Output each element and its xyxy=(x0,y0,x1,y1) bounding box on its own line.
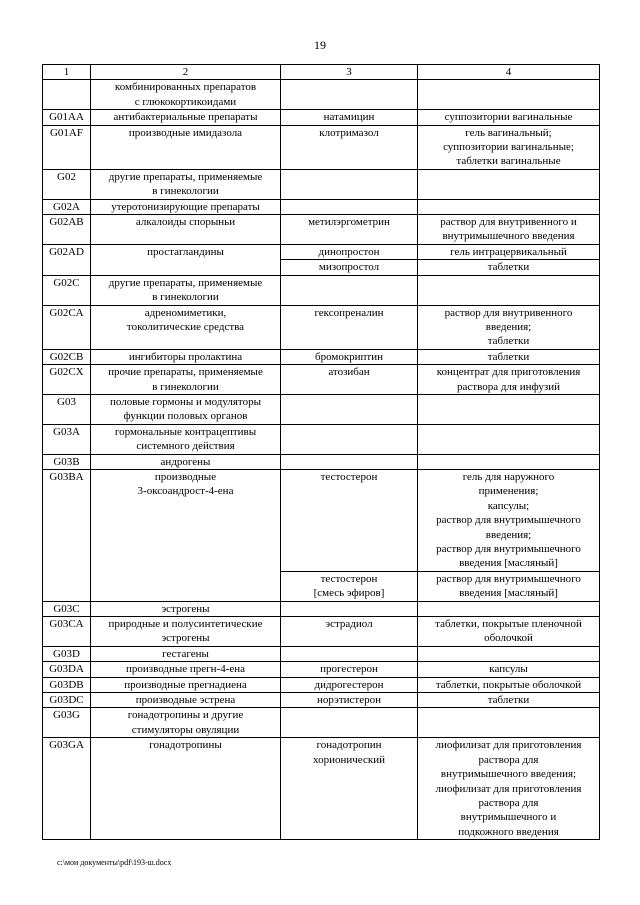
atc-code-cell: G01AF xyxy=(43,125,91,169)
table-row xyxy=(43,693,600,708)
atc-code-cell: G02CA xyxy=(43,305,91,349)
group-name-cell: гестагены xyxy=(91,646,281,661)
drug-name-cell: мизопростол xyxy=(281,260,418,275)
atc-code-cell: G02C xyxy=(43,275,91,305)
table-row xyxy=(43,601,600,616)
atc-code-cell: G02CX xyxy=(43,365,91,395)
group-name-cell: эстрогены xyxy=(91,601,281,616)
dosage-form-cell: гель для наружного применения; капсулы; раствор для внутримышечного введения; раствор для внутримышечного введения [масляный] xyxy=(418,469,600,571)
dosage-form-cell xyxy=(418,424,600,454)
table-row xyxy=(43,305,600,349)
dosage-form-cell: суппозитории вагинальные xyxy=(418,110,600,125)
table-row xyxy=(43,394,600,424)
drug-name-cell: гонадотропин хорионический xyxy=(281,738,418,840)
atc-code-cell: G02CB xyxy=(43,349,91,364)
drug-name-cell: атозибан xyxy=(281,365,418,395)
drug-name-cell: тестостерон xyxy=(281,469,418,571)
dosage-form-cell xyxy=(418,199,600,214)
group-name-cell: комбинированных препаратов с глюкокортикоидами xyxy=(91,80,281,110)
drug-name-cell xyxy=(281,601,418,616)
table-row xyxy=(43,662,600,677)
drug-name-cell xyxy=(281,169,418,199)
dosage-form-cell: таблетки xyxy=(418,260,600,275)
dosage-form-cell xyxy=(418,454,600,469)
dosage-form-cell: таблетки xyxy=(418,693,600,708)
drug-name-cell: гексопреналин xyxy=(281,305,418,349)
drug-name-cell xyxy=(281,80,418,110)
table-row xyxy=(43,424,600,454)
group-name-cell: гормональные контрацептивы системного действия xyxy=(91,424,281,454)
drug-name-cell xyxy=(281,424,418,454)
dosage-form-cell: гель интрацервикальный xyxy=(418,244,600,259)
drug-name-cell: норэтистерон xyxy=(281,693,418,708)
atc-code-cell: G01AA xyxy=(43,110,91,125)
table-row xyxy=(43,677,600,692)
dosage-form-cell xyxy=(418,646,600,661)
atc-code-cell: G03DB xyxy=(43,677,91,692)
atc-code-cell: G03DC xyxy=(43,693,91,708)
table-row xyxy=(43,738,600,840)
header-col-1: 1 xyxy=(43,65,91,80)
atc-code-cell: G03CA xyxy=(43,617,91,647)
dosage-form-cell xyxy=(418,708,600,738)
dosage-form-cell: таблетки, покрытые пленочной оболочкой xyxy=(418,617,600,647)
group-name-cell: другие препараты, применяемые в гинекологии xyxy=(91,275,281,305)
dosage-form-cell: капсулы xyxy=(418,662,600,677)
group-name-cell: ингибиторы пролактина xyxy=(91,349,281,364)
atc-code-cell: G02AB xyxy=(43,215,91,245)
dosage-form-cell: гель вагинальный; суппозитории вагинальные; таблетки вагинальные xyxy=(418,125,600,169)
table-row xyxy=(43,199,600,214)
group-name-cell: утеротонизирующие препараты xyxy=(91,199,281,214)
group-name-cell: андрогены xyxy=(91,454,281,469)
group-name-cell: адреномиметики, токолитические средства xyxy=(91,305,281,349)
file-path-footer: c:\мои документы\pdf\193-ш.docx xyxy=(57,858,172,867)
atc-code-cell: G03C xyxy=(43,601,91,616)
dosage-form-cell xyxy=(418,275,600,305)
table-row xyxy=(43,617,600,647)
header-col-2: 2 xyxy=(91,65,281,80)
drug-name-cell xyxy=(281,394,418,424)
header-col-3: 3 xyxy=(281,65,418,80)
dosage-form-cell: концентрат для приготовления раствора для инфузий xyxy=(418,365,600,395)
header-row xyxy=(43,65,600,80)
group-name-cell: производные 3-оксоандрост-4-ена xyxy=(91,469,281,601)
group-name-cell: половые гормоны и модуляторы функции половых органов xyxy=(91,394,281,424)
table-row xyxy=(43,365,600,395)
group-name-cell: производные прегн-4-ена xyxy=(91,662,281,677)
group-name-cell: прочие препараты, применяемые в гинекологии xyxy=(91,365,281,395)
group-name-cell: простагландины xyxy=(91,244,281,275)
table-row xyxy=(43,708,600,738)
page-number: 19 xyxy=(314,38,326,52)
table-row xyxy=(43,125,600,169)
drug-name-cell: дидрогестерон xyxy=(281,677,418,692)
dosage-form-cell xyxy=(418,394,600,424)
table-row xyxy=(43,646,600,661)
drug-name-cell: динопростон xyxy=(281,244,418,259)
atc-code-cell: G03GA xyxy=(43,738,91,840)
header-col-4: 4 xyxy=(418,65,600,80)
table-row xyxy=(43,349,600,364)
atc-code-cell: G03D xyxy=(43,646,91,661)
dosage-form-cell xyxy=(418,80,600,110)
drug-name-cell xyxy=(281,708,418,738)
drug-name-cell: эстрадиол xyxy=(281,617,418,647)
dosage-form-cell: раствор для внутривенного и внутримышечного введения xyxy=(418,215,600,245)
group-name-cell: производные прегнадиена xyxy=(91,677,281,692)
table-row xyxy=(43,215,600,245)
table-row xyxy=(43,169,600,199)
atc-code-cell: G03BA xyxy=(43,469,91,601)
atc-code-cell: G03 xyxy=(43,394,91,424)
group-name-cell: алкалоиды спорыньи xyxy=(91,215,281,245)
drug-name-cell: метилэргометрин xyxy=(281,215,418,245)
atc-code-cell: G03A xyxy=(43,424,91,454)
group-name-cell: антибактериальные препараты xyxy=(91,110,281,125)
dosage-form-cell: раствор для внутримышечного введения [масляный] xyxy=(418,571,600,601)
table-row xyxy=(43,110,600,125)
drug-name-cell xyxy=(281,199,418,214)
group-name-cell: производные эстрена xyxy=(91,693,281,708)
group-name-cell: гонадотропины xyxy=(91,738,281,840)
drug-name-cell: бромокриптин xyxy=(281,349,418,364)
atc-code-cell: G02AD xyxy=(43,244,91,275)
drug-name-cell: клотримазол xyxy=(281,125,418,169)
drug-name-cell: натамицин xyxy=(281,110,418,125)
table-row xyxy=(43,275,600,305)
dosage-form-cell: таблетки xyxy=(418,349,600,364)
group-name-cell: природные и полусинтетические эстрогены xyxy=(91,617,281,647)
table-row xyxy=(43,469,600,571)
dosage-form-cell xyxy=(418,601,600,616)
drug-table xyxy=(42,64,600,840)
drug-name-cell xyxy=(281,454,418,469)
group-name-cell: гонадотропины и другие стимуляторы овуляции xyxy=(91,708,281,738)
drug-name-cell: прогестерон xyxy=(281,662,418,677)
dosage-form-cell: лиофилизат для приготовления раствора для внутримышечного введения; лиофилизат для приготовления раствора для внутримышечного и подкожного введения xyxy=(418,738,600,840)
table-row xyxy=(43,244,600,259)
atc-code-cell: G03DA xyxy=(43,662,91,677)
atc-code-cell: G03B xyxy=(43,454,91,469)
drug-name-cell: тестостерон [смесь эфиров] xyxy=(281,571,418,601)
atc-code-cell xyxy=(43,80,91,110)
dosage-form-cell: раствор для внутривенного введения; таблетки xyxy=(418,305,600,349)
table-row xyxy=(43,80,600,110)
dosage-form-cell: таблетки, покрытые оболочкой xyxy=(418,677,600,692)
drug-name-cell xyxy=(281,275,418,305)
group-name-cell: производные имидазола xyxy=(91,125,281,169)
atc-code-cell: G03G xyxy=(43,708,91,738)
atc-code-cell: G02 xyxy=(43,169,91,199)
group-name-cell: другие препараты, применяемые в гинекологии xyxy=(91,169,281,199)
table-row xyxy=(43,454,600,469)
drug-name-cell xyxy=(281,646,418,661)
dosage-form-cell xyxy=(418,169,600,199)
atc-code-cell: G02A xyxy=(43,199,91,214)
